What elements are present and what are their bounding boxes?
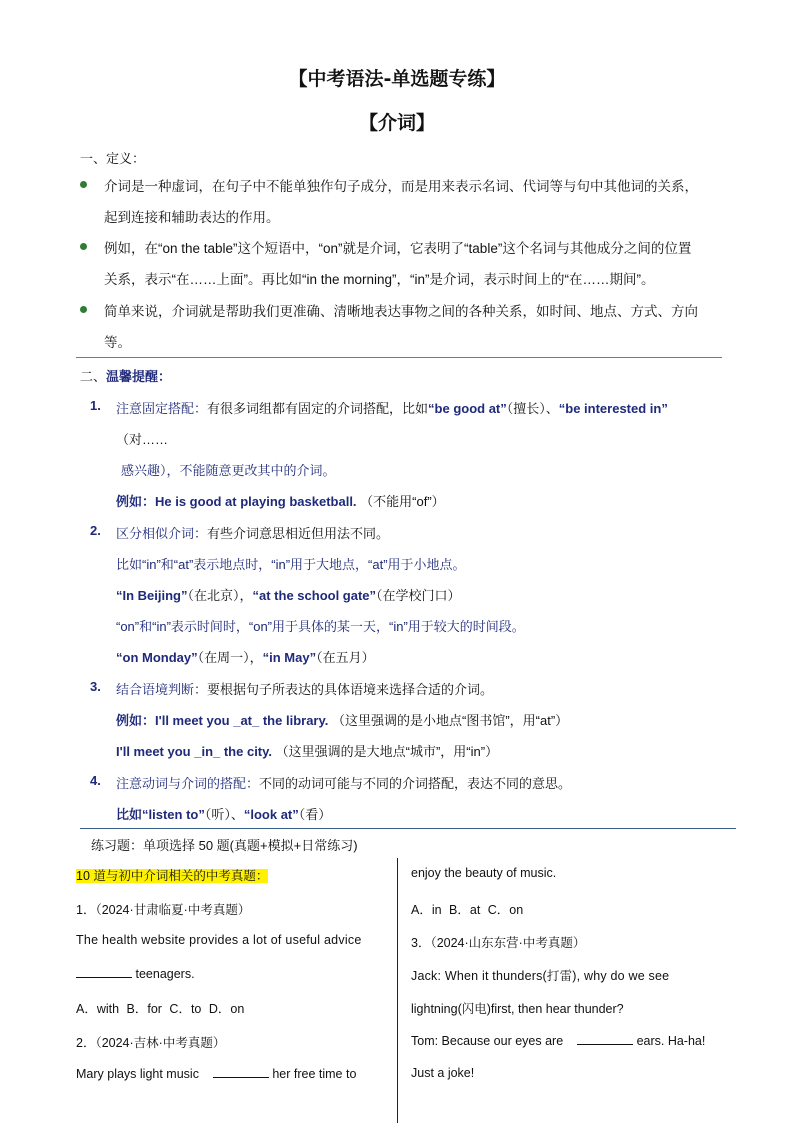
tip-label: 注意固定搭配： bbox=[116, 401, 208, 416]
bullet-line: 等。 bbox=[104, 335, 131, 350]
question-2-text: enjoy the beauty of music. bbox=[411, 866, 557, 880]
tip-example: “be interested in” bbox=[558, 401, 668, 416]
tip-1-cont: （对…… bbox=[116, 432, 169, 447]
tip-label: 注意动词与介词的搭配： bbox=[116, 776, 260, 791]
example-note: （看） bbox=[298, 807, 332, 822]
definition-bullet-1 bbox=[80, 171, 730, 233]
answer-blank[interactable] bbox=[577, 1033, 633, 1045]
section-label: 温馨提醒： bbox=[106, 369, 172, 384]
tip-1-example bbox=[116, 491, 445, 510]
example-phrase: “on Monday” bbox=[116, 650, 198, 665]
tip-3-example bbox=[116, 741, 498, 760]
question-text: ears. Ha-ha! bbox=[636, 1034, 706, 1048]
tip-3-line bbox=[116, 679, 493, 698]
example-note: （这里强调的是大地点“城市”，用“in”） bbox=[275, 744, 499, 759]
page-title: 【中考语法-单选题专练】 bbox=[288, 68, 506, 90]
question-3-text: Jack: When it thunders(打雷), why do we see bbox=[411, 969, 670, 983]
example-note: （在周一）， bbox=[197, 650, 263, 665]
tip-4-line bbox=[116, 773, 571, 792]
bullet-line: 例如，在“on the table”这个短语中，“on”就是介词，它表明了“table”这个名词与其他成分之间的位置 bbox=[104, 241, 692, 256]
example-phrase: “in May” bbox=[262, 650, 317, 665]
definition-bullet-2 bbox=[80, 233, 730, 295]
tip-1-line bbox=[116, 398, 668, 417]
question-3-head: 3．（2024·山东东营·中考真题） bbox=[411, 936, 586, 950]
example-note: （在北京）， bbox=[187, 588, 253, 603]
example-phrase: 比如“listen to” bbox=[116, 807, 205, 822]
definition-bullet-3 bbox=[80, 296, 730, 358]
practice-heading: 练习题：单项选择 50 题(真题+模拟+日常练习) bbox=[91, 838, 358, 853]
tip-example-cn: （擅长）、 bbox=[506, 401, 559, 416]
example-phrase: “In Beijing” bbox=[116, 588, 188, 603]
tip-4-example bbox=[116, 804, 331, 823]
example-note: （在五月） bbox=[316, 650, 375, 665]
tip-label: 区分相似介词： bbox=[116, 526, 208, 541]
question-text: Mary plays light music bbox=[76, 1067, 199, 1081]
page-subtitle: 【介词】 bbox=[358, 112, 435, 134]
tip-number: 3. bbox=[90, 679, 101, 694]
question-2-text bbox=[76, 1066, 356, 1081]
bullet-line: 介词是一种虚词，在句子中不能单独作句子成分，而是用来表示名词、代词等与句中其他词的关系， bbox=[104, 179, 698, 194]
highlight-text: 10 道与初中介词相关的中考真题： bbox=[76, 869, 269, 883]
tip-2-line bbox=[116, 523, 389, 542]
question-text: her free time to bbox=[272, 1067, 357, 1081]
question-1-options: A．with B．for C．to D．on bbox=[76, 1002, 245, 1016]
question-1-text: The health website provides a lot of useful advice bbox=[76, 933, 362, 947]
bullet-line: 关系，表示“在……上面”。再比如“in the morning”，“in”是介词，表示时间上的“在……期间”。 bbox=[104, 272, 655, 287]
question-text: teenagers. bbox=[135, 967, 195, 981]
question-3-text: Just a joke! bbox=[411, 1066, 475, 1080]
bullet-dot-icon bbox=[80, 181, 87, 188]
answer-blank[interactable] bbox=[213, 1066, 269, 1078]
question-2-options: A．in B．at C．on bbox=[411, 903, 524, 917]
example-note: （听）、 bbox=[204, 807, 244, 822]
tip-text: 有很多词组都有固定的介词搭配，比如 bbox=[207, 401, 429, 416]
example-phrase: “at the school gate” bbox=[252, 588, 377, 603]
question-1-head: 1．（2024·甘肃临夏·中考真题） bbox=[76, 903, 251, 917]
question-3-text: lightning(闪电)first, then hear thunder? bbox=[411, 1002, 624, 1016]
example-sentence: I'll meet you _in_ the city. bbox=[116, 744, 273, 759]
section-divider bbox=[80, 828, 736, 829]
tip-text: 有些介词意思相近但用法不同。 bbox=[207, 526, 390, 541]
tip-label: 结合语境判断： bbox=[116, 682, 208, 697]
example-note: （不能用“of”） bbox=[360, 494, 445, 509]
question-text: Tom: Because our eyes are bbox=[411, 1034, 564, 1048]
example-note: （这里强调的是小地点“图书馆”，用“at”） bbox=[331, 713, 569, 728]
tip-number: 4. bbox=[90, 773, 101, 788]
bullet-dot-icon bbox=[80, 243, 87, 250]
section-tips-heading bbox=[80, 366, 171, 385]
tip-2-line: “on”和“in”表示时间时，“on”用于具体的某一天，“in”用于较大的时间段。 bbox=[116, 619, 525, 634]
example-phrase: “look at” bbox=[243, 807, 299, 822]
tip-2-line bbox=[116, 585, 461, 604]
bullet-dot-icon bbox=[80, 306, 87, 313]
tip-3-example bbox=[116, 710, 568, 729]
bullet-line: 简单来说，介词就是帮助我们更准确、清晰地表达事物之间的各种关系，如时间、地点、方式、方向 bbox=[104, 304, 698, 319]
practice-highlight bbox=[76, 866, 268, 884]
section-number: 二、 bbox=[80, 369, 107, 384]
section-definition-heading: 一、定义： bbox=[80, 151, 146, 166]
tip-text: 要根据句子所表达的具体语境来选择合适的介词。 bbox=[207, 682, 494, 697]
section-divider bbox=[76, 357, 722, 358]
tip-1-cont: 感兴趣），不能随意更改其中的介词。 bbox=[121, 463, 336, 478]
question-3-text bbox=[411, 1033, 705, 1048]
example-note: （在学校门口） bbox=[376, 588, 461, 603]
tip-2-line: 比如“in”和“at”表示地点时，“in”用于大地点，“at”用于小地点。 bbox=[116, 557, 466, 572]
example-sentence: 例如：He is good at playing basketball. bbox=[116, 494, 357, 509]
column-divider bbox=[397, 858, 398, 1123]
tip-number: 1. bbox=[90, 398, 101, 413]
question-2-head: 2．（2024·吉林·中考真题） bbox=[76, 1036, 226, 1050]
answer-blank[interactable] bbox=[76, 966, 132, 978]
tip-number: 2. bbox=[90, 523, 101, 538]
bullet-line: 起到连接和辅助表达的作用。 bbox=[104, 210, 280, 225]
tip-example: “be good at” bbox=[428, 401, 507, 416]
question-1-text bbox=[76, 966, 195, 981]
tip-text: 不同的动词可能与不同的介词搭配，表达不同的意思。 bbox=[259, 776, 572, 791]
example-sentence: 例如：I'll meet you _at_ the library. bbox=[116, 713, 329, 728]
tip-2-line bbox=[116, 647, 375, 666]
